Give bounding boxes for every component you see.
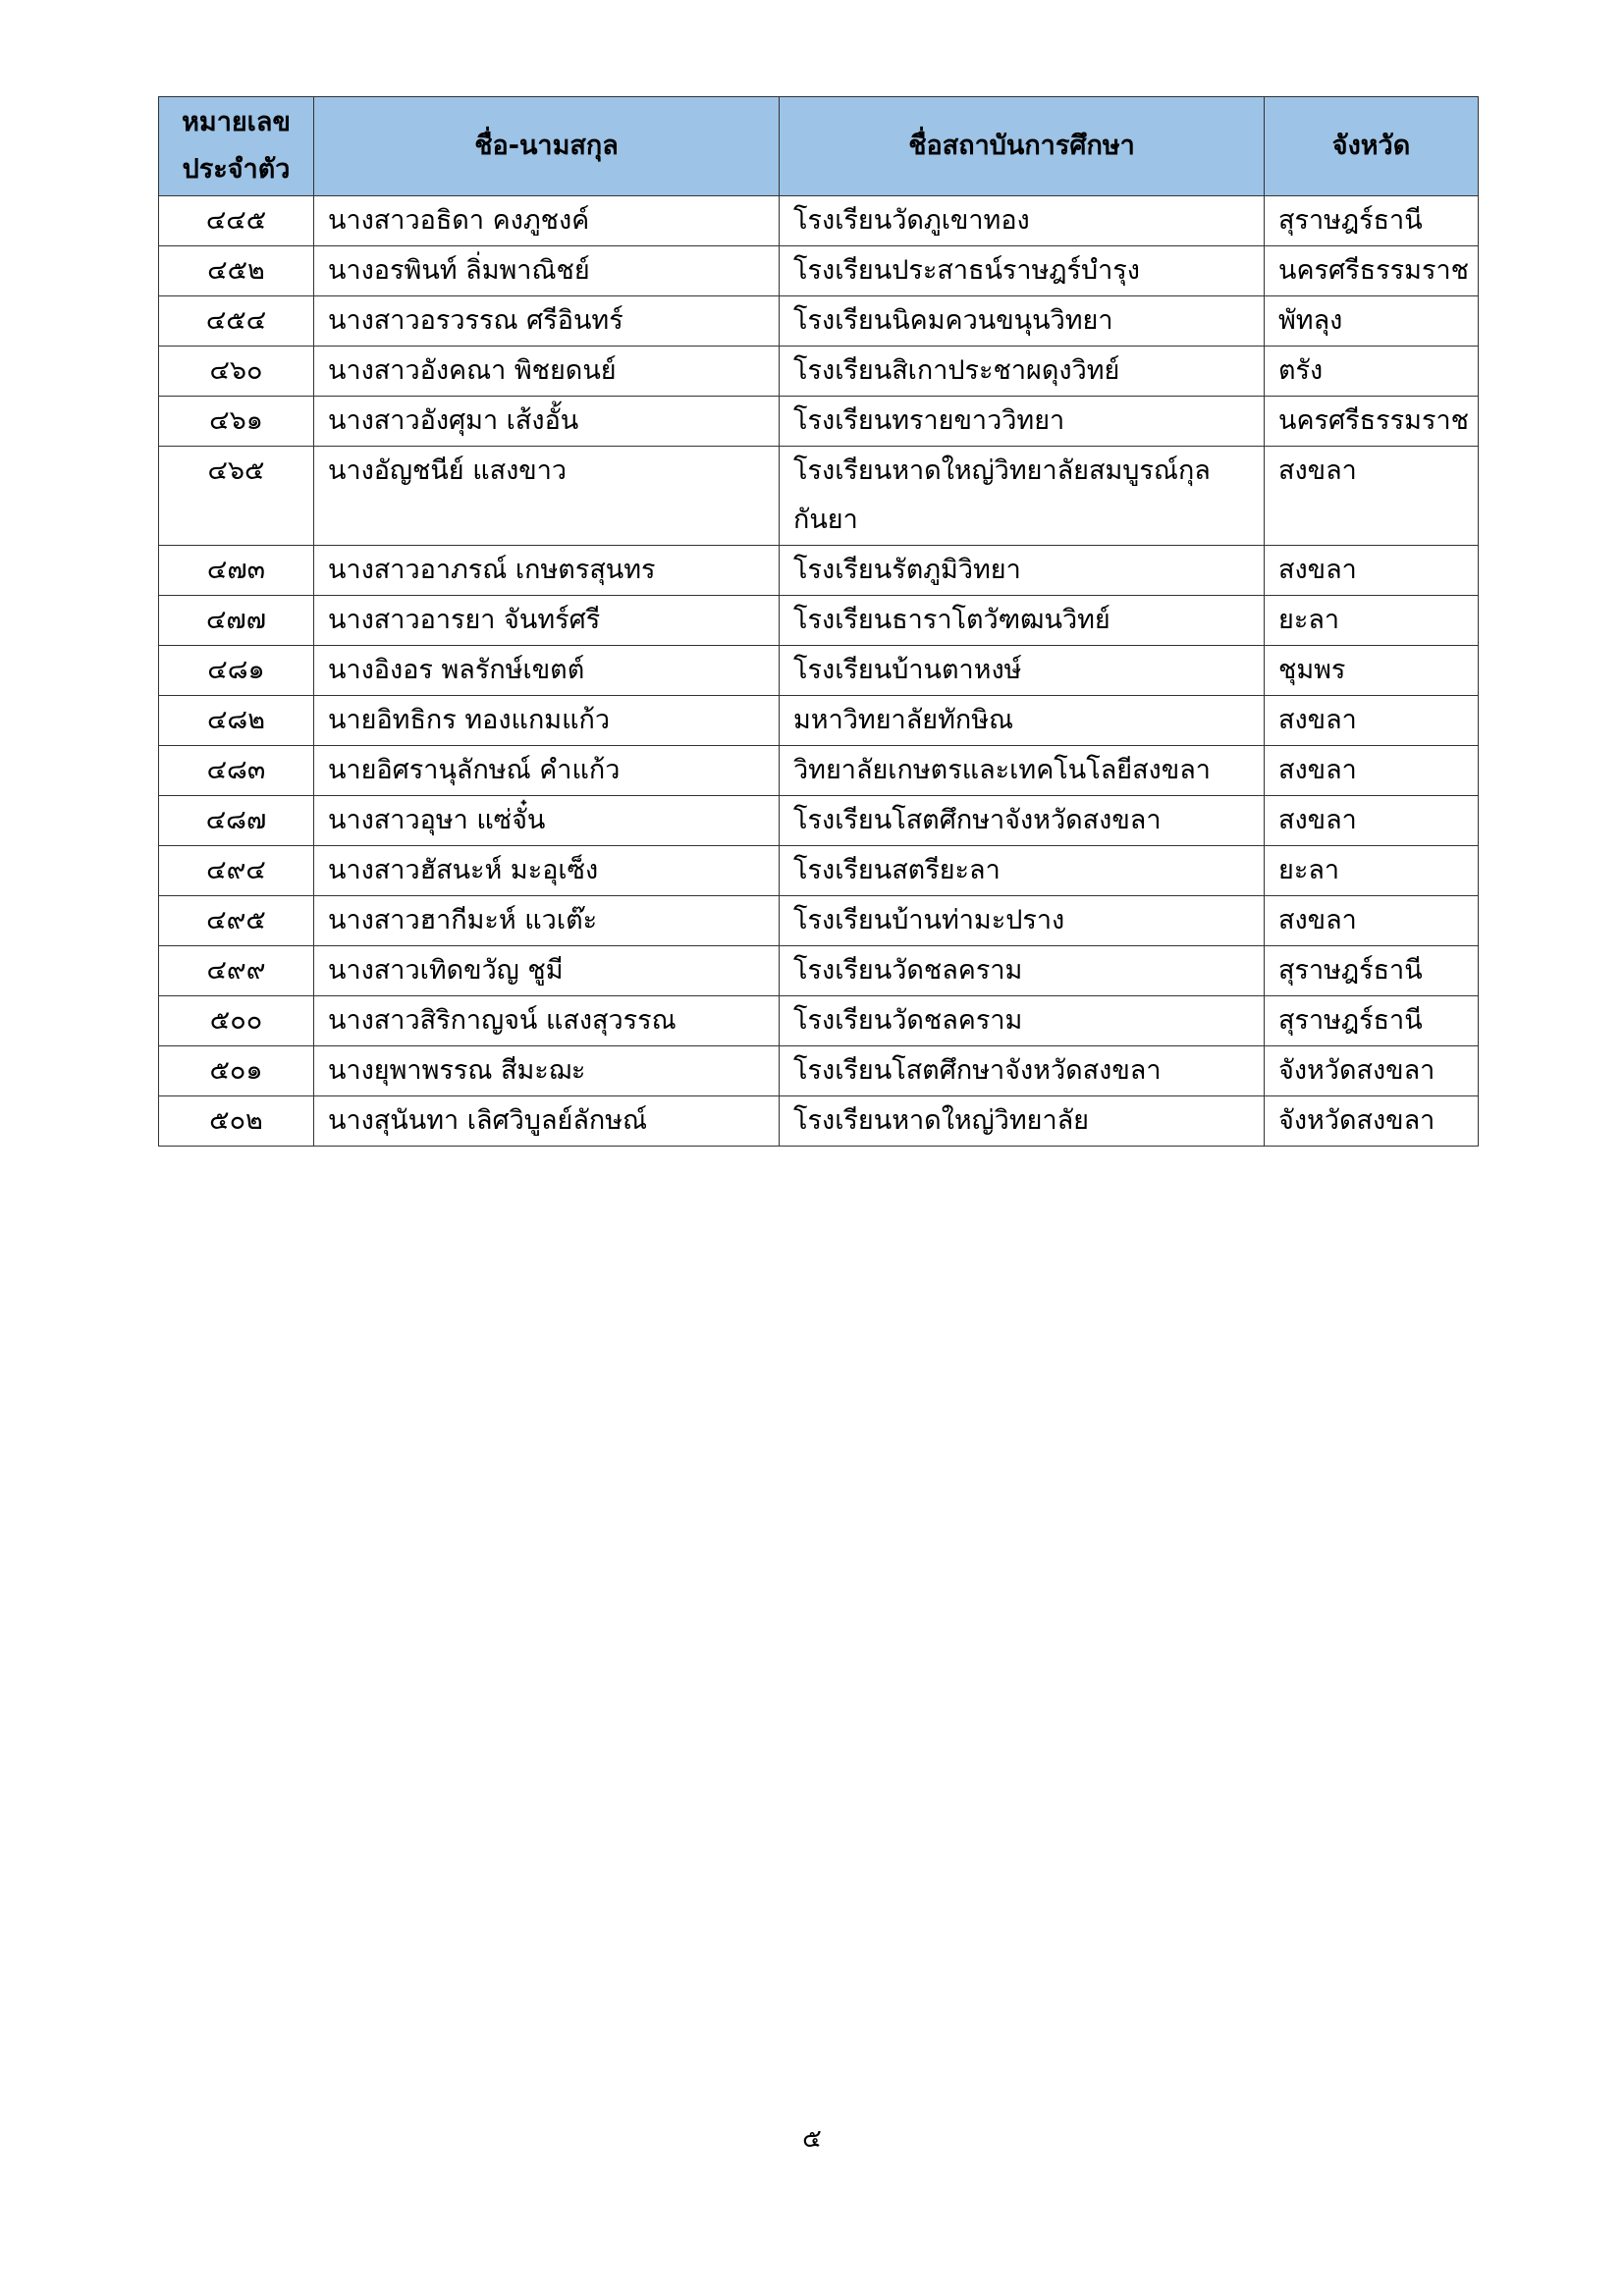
cell-province: ตรัง [1265, 347, 1479, 397]
cell-school: โรงเรียนวัดภูเขาทอง [780, 196, 1265, 246]
table-row [159, 246, 1479, 296]
cell-name: นางสุนันทา เลิศวิบูลย์ลักษณ์ [314, 1096, 780, 1147]
cell-name: นายอิทธิกร ทองแกมแก้ว [314, 696, 780, 746]
header-name: ชื่อ-นามสกุล [314, 97, 780, 196]
cell-id: ๔๘๒ [159, 696, 314, 746]
cell-name: นางอิงอร พลรักษ์เขตต์ [314, 646, 780, 696]
cell-name: นางสาวอังคณา พิชยดนย์ [314, 347, 780, 397]
table-row [159, 996, 1479, 1046]
header-school: ชื่อสถาบันการศึกษา [780, 97, 1265, 196]
cell-name: นางอัญชนีย์ แสงขาว [314, 447, 780, 546]
table-row [159, 196, 1479, 246]
cell-id: ๕๐๑ [159, 1046, 314, 1096]
cell-id: ๔๖๐ [159, 347, 314, 397]
cell-school: โรงเรียนทรายขาววิทยา [780, 397, 1265, 447]
cell-province: สงขลา [1265, 746, 1479, 796]
cell-school: โรงเรียนโสตศึกษาจังหวัดสงขลา [780, 796, 1265, 846]
header-id: หมายเลขประจำตัว [159, 97, 314, 196]
cell-id: ๕๐๐ [159, 996, 314, 1046]
cell-id: ๕๐๒ [159, 1096, 314, 1147]
table-row [159, 696, 1479, 746]
cell-school: โรงเรียนหาดใหญ่วิทยาลัย [780, 1096, 1265, 1147]
cell-school: โรงเรียนธาราโตวัฑฒนวิทย์ [780, 596, 1265, 646]
cell-province: สงขลา [1265, 546, 1479, 596]
cell-school: โรงเรียนนิคมควนขนุนวิทยา [780, 296, 1265, 347]
cell-name: นางสาวอารยา จันทร์ศรี [314, 596, 780, 646]
cell-province: สุราษฎร์ธานี [1265, 996, 1479, 1046]
table-row [159, 296, 1479, 347]
cell-province: จังหวัดสงขลา [1265, 1046, 1479, 1096]
cell-id: ๔๕๒ [159, 246, 314, 296]
cell-name: นางสาวอธิดา คงภูชงค์ [314, 196, 780, 246]
table-row [159, 796, 1479, 846]
cell-id: ๔๙๔ [159, 846, 314, 896]
cell-province: จังหวัดสงขลา [1265, 1096, 1479, 1147]
table-row [159, 596, 1479, 646]
cell-name: นางสาวเทิดขวัญ ชูมี [314, 946, 780, 996]
cell-name: นางสาวฮากีมะห์ แวเต๊ะ [314, 896, 780, 946]
table-row [159, 447, 1479, 546]
cell-province: สุราษฎร์ธานี [1265, 196, 1479, 246]
cell-id: ๔๗๗ [159, 596, 314, 646]
cell-id: ๔๖๑ [159, 397, 314, 447]
cell-province: สุราษฎร์ธานี [1265, 946, 1479, 996]
cell-school: วิทยาลัยเกษตรและเทคโนโลยีสงขลา [780, 746, 1265, 796]
table-row [159, 846, 1479, 896]
cell-id: ๔๗๓ [159, 546, 314, 596]
table-row [159, 1096, 1479, 1147]
cell-name: นางสาวอาภรณ์ เกษตรสุนทร [314, 546, 780, 596]
cell-school: โรงเรียนโสตศึกษาจังหวัดสงขลา [780, 1046, 1265, 1096]
cell-school: โรงเรียนรัตภูมิวิทยา [780, 546, 1265, 596]
cell-school: โรงเรียนหาดใหญ่วิทยาลัยสมบูรณ์กุลกันยา [780, 447, 1265, 546]
cell-name: นางอรพินท์ ลิ่มพาณิชย์ [314, 246, 780, 296]
table-row [159, 746, 1479, 796]
cell-name: นางยุพาพรรณ สีมะฌะ [314, 1046, 780, 1096]
cell-school: มหาวิทยาลัยทักษิณ [780, 696, 1265, 746]
cell-id: ๔๙๕ [159, 896, 314, 946]
cell-province: นครศรีธรรมราช [1265, 397, 1479, 447]
page-number: ๕ [802, 2124, 822, 2154]
cell-name: นายอิศรานุลักษณ์ คำแก้ว [314, 746, 780, 796]
cell-id: ๔๖๕ [159, 447, 314, 546]
table-row [159, 896, 1479, 946]
cell-school: โรงเรียนวัดชลคราม [780, 996, 1265, 1046]
cell-province: ชุมพร [1265, 646, 1479, 696]
cell-province: พัทลุง [1265, 296, 1479, 347]
cell-id: ๔๘๑ [159, 646, 314, 696]
cell-province: สงขลา [1265, 796, 1479, 846]
cell-province: สงขลา [1265, 896, 1479, 946]
cell-school: โรงเรียนสิเกาประชาผดุงวิทย์ [780, 347, 1265, 397]
participants-table [158, 96, 1479, 1147]
table-row [159, 646, 1479, 696]
cell-school: โรงเรียนประสาธน์ราษฎร์บำรุง [780, 246, 1265, 296]
table-header-row [159, 97, 1479, 196]
cell-id: ๔๔๕ [159, 196, 314, 246]
cell-school: โรงเรียนบ้านท่ามะปราง [780, 896, 1265, 946]
header-province: จังหวัด [1265, 97, 1479, 196]
table-body [159, 196, 1479, 1147]
cell-name: นางสาวฮัสนะห์ มะอุเซ็ง [314, 846, 780, 896]
cell-province: สงขลา [1265, 447, 1479, 546]
cell-id: ๔๘๗ [159, 796, 314, 846]
cell-name: นางสาวอรวรรณ ศรีอินทร์ [314, 296, 780, 347]
table-row [159, 397, 1479, 447]
cell-school: โรงเรียนสตรียะลา [780, 846, 1265, 896]
cell-id: ๔๕๔ [159, 296, 314, 347]
cell-name: นางสาวอุษา แซ่จั๋น [314, 796, 780, 846]
cell-id: ๔๙๙ [159, 946, 314, 996]
cell-school: โรงเรียนบ้านตาหงษ์ [780, 646, 1265, 696]
cell-name: นางสาวสิริกาญจน์ แสงสุวรรณ [314, 996, 780, 1046]
table-row [159, 347, 1479, 397]
cell-province: นครศรีธรรมราช [1265, 246, 1479, 296]
cell-school: โรงเรียนวัดชลคราม [780, 946, 1265, 996]
cell-name: นางสาวอังศุมา เส้งอั้น [314, 397, 780, 447]
cell-province: ยะลา [1265, 846, 1479, 896]
cell-province: สงขลา [1265, 696, 1479, 746]
cell-id: ๔๘๓ [159, 746, 314, 796]
table-row [159, 546, 1479, 596]
table-row [159, 946, 1479, 996]
cell-province: ยะลา [1265, 596, 1479, 646]
table-row [159, 1046, 1479, 1096]
